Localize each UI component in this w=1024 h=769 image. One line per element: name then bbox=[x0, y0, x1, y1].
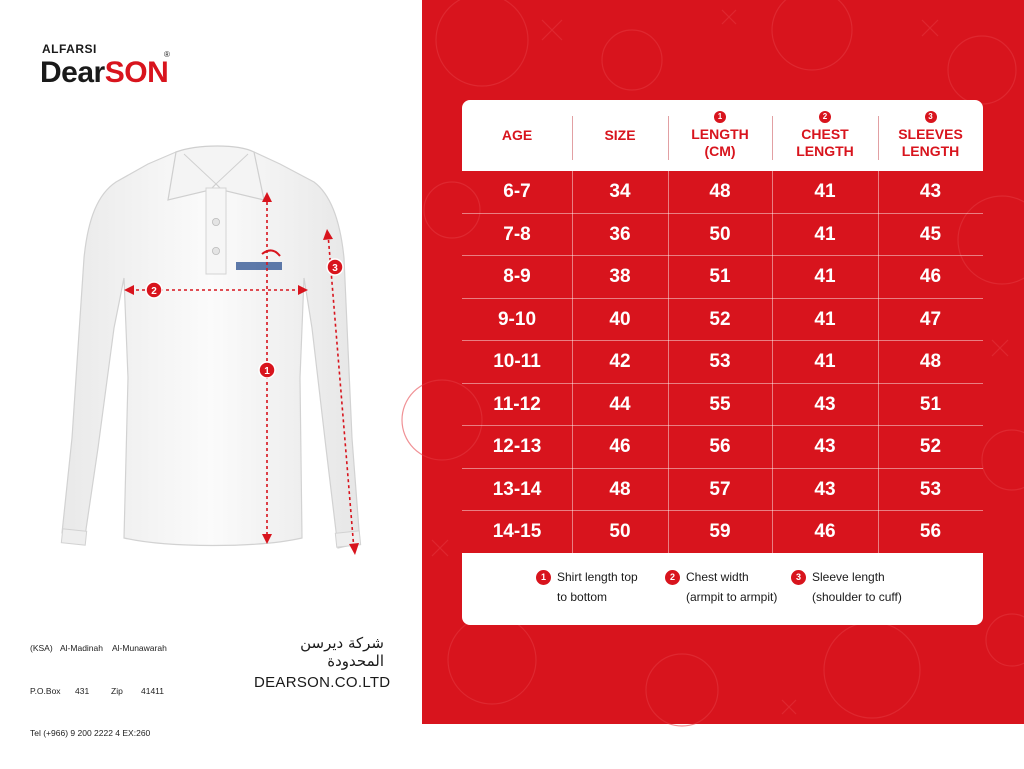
cell-length: 48 bbox=[709, 181, 731, 203]
cell-sleeves: 47 bbox=[919, 308, 942, 330]
cell-sleeves: 46 bbox=[919, 266, 942, 288]
company-name-english: DEARSON.CO.LTD bbox=[254, 674, 391, 691]
cell-chest: 41 bbox=[814, 181, 836, 203]
cell-length: 52 bbox=[709, 308, 731, 330]
legend-text-3b: (shoulder to cuff) bbox=[812, 590, 902, 604]
table-row bbox=[462, 384, 983, 427]
cell-size: 34 bbox=[609, 181, 631, 203]
cell-size: 50 bbox=[609, 521, 631, 543]
legend-text-1a: Shirt length top bbox=[557, 570, 638, 584]
cell-size: 40 bbox=[609, 308, 631, 330]
brand-logo bbox=[40, 40, 180, 100]
company-name-arabic: شركة ديرسن المحدودة bbox=[300, 634, 384, 670]
marker-sleeve-label: 3 bbox=[332, 263, 338, 274]
cell-size: 48 bbox=[609, 478, 631, 500]
cell-sleeves: 56 bbox=[919, 521, 942, 543]
header-age-label: AGE bbox=[501, 127, 533, 143]
cell-size: 46 bbox=[609, 436, 631, 458]
header-length-number: 1 bbox=[714, 111, 726, 123]
marker-chest-label: 2 bbox=[151, 286, 157, 297]
contact-pobox-value: 431 bbox=[75, 685, 90, 696]
marker-length-label: 1 bbox=[264, 366, 270, 377]
header-length-label: LENGTH (CM) bbox=[691, 126, 749, 159]
cell-length: 50 bbox=[709, 223, 731, 245]
table-row bbox=[462, 214, 983, 257]
cell-chest: 41 bbox=[814, 266, 836, 288]
left-panel bbox=[0, 0, 422, 738]
table-row bbox=[462, 256, 983, 299]
contact-zip-label: Zip bbox=[111, 685, 123, 696]
marker-length bbox=[259, 362, 275, 378]
contact-line-1 bbox=[30, 641, 167, 684]
size-chart-panel bbox=[422, 0, 1024, 724]
polo-shirt-illustration bbox=[58, 138, 378, 568]
table-header bbox=[462, 100, 983, 171]
table-row bbox=[462, 299, 983, 342]
cell-sleeves: 53 bbox=[919, 478, 942, 500]
contact-country: (KSA) bbox=[30, 643, 53, 653]
brand-name-part-b: SON bbox=[104, 56, 169, 89]
legend-text-2b: (armpit to armpit) bbox=[686, 590, 778, 604]
cell-age: 14-15 bbox=[492, 521, 542, 543]
cell-age: 8-9 bbox=[503, 266, 531, 288]
cell-age: 7-8 bbox=[503, 223, 531, 245]
cell-length: 53 bbox=[709, 351, 731, 373]
cell-length: 59 bbox=[709, 521, 731, 543]
cell-chest: 41 bbox=[814, 223, 836, 245]
header-sleeves bbox=[878, 100, 983, 171]
legend-number-1: 1 bbox=[536, 570, 551, 585]
cell-age: 9-10 bbox=[497, 308, 537, 330]
brand-small-text: ALFARSI bbox=[42, 42, 97, 56]
cell-size: 42 bbox=[609, 351, 631, 373]
marker-chest bbox=[146, 282, 162, 298]
cell-age: 13-14 bbox=[492, 478, 542, 500]
header-age bbox=[462, 100, 572, 171]
cell-chest: 43 bbox=[814, 436, 836, 458]
legend-number-2: 2 bbox=[665, 570, 680, 585]
cell-sleeves: 43 bbox=[919, 181, 942, 203]
cell-chest: 46 bbox=[814, 521, 836, 543]
cell-age: 11-12 bbox=[493, 393, 541, 415]
cell-chest: 43 bbox=[814, 478, 836, 500]
cell-length: 57 bbox=[709, 478, 731, 500]
legend-number-3: 3 bbox=[791, 570, 806, 585]
header-chest-label: CHEST LENGTH bbox=[796, 126, 854, 159]
contact-city-1: Al-Madinah bbox=[60, 643, 103, 653]
brand-name bbox=[40, 56, 168, 90]
cell-size: 44 bbox=[609, 393, 631, 415]
header-chest-number: 2 bbox=[819, 111, 831, 123]
size-table-body bbox=[462, 171, 983, 554]
header-sleeves-label: SLEEVES LENGTH bbox=[898, 126, 963, 159]
table-row bbox=[462, 511, 983, 554]
marker-sleeve bbox=[327, 259, 343, 275]
cell-age: 10-11 bbox=[493, 351, 541, 373]
legend-item-chest bbox=[669, 567, 778, 607]
header-chest bbox=[772, 100, 878, 171]
table-row bbox=[462, 171, 983, 214]
contact-line-2 bbox=[30, 684, 167, 727]
contact-pobox-label: P.O.Box bbox=[30, 685, 61, 696]
contact-line-3 bbox=[30, 726, 167, 769]
header-sleeves-number: 3 bbox=[925, 111, 937, 123]
cell-length: 55 bbox=[709, 393, 731, 415]
contact-address bbox=[30, 641, 167, 769]
table-row bbox=[462, 426, 983, 469]
registered-mark: ® bbox=[164, 50, 170, 59]
cell-sleeves: 45 bbox=[919, 223, 942, 245]
header-size-label: SIZE bbox=[604, 127, 636, 143]
legend-text-3a: Sleeve length bbox=[812, 570, 885, 584]
cell-length: 56 bbox=[709, 436, 731, 458]
cell-sleeves: 48 bbox=[919, 351, 942, 373]
contact-zip-value: 41411 bbox=[141, 685, 165, 696]
cell-sleeves: 52 bbox=[919, 436, 942, 458]
cell-size: 38 bbox=[609, 266, 631, 288]
cell-age: 12-13 bbox=[492, 436, 542, 458]
cell-chest: 41 bbox=[814, 351, 836, 373]
contact-city-2: Al-Munawarah bbox=[112, 643, 167, 653]
cell-age: 6-7 bbox=[503, 181, 531, 203]
brand-name-part-a: Dear bbox=[40, 56, 105, 89]
table-row bbox=[462, 341, 983, 384]
legend-text-2a: Chest width bbox=[686, 570, 749, 584]
company-name bbox=[254, 634, 390, 691]
legend-item-sleeve bbox=[795, 567, 902, 607]
header-size bbox=[572, 100, 668, 171]
measurement-legend bbox=[462, 553, 983, 625]
cell-length: 51 bbox=[709, 266, 731, 288]
header-length bbox=[668, 100, 772, 171]
cell-chest: 43 bbox=[814, 393, 836, 415]
cell-size: 36 bbox=[609, 223, 631, 245]
table-row bbox=[462, 469, 983, 512]
cell-sleeves: 51 bbox=[919, 393, 942, 415]
cell-chest: 41 bbox=[814, 308, 836, 330]
contact-phone: Tel (+966) 9 200 2222 4 EX:260 bbox=[30, 728, 151, 738]
legend-item-length bbox=[540, 567, 638, 607]
legend-text-1b: to bottom bbox=[557, 590, 608, 604]
